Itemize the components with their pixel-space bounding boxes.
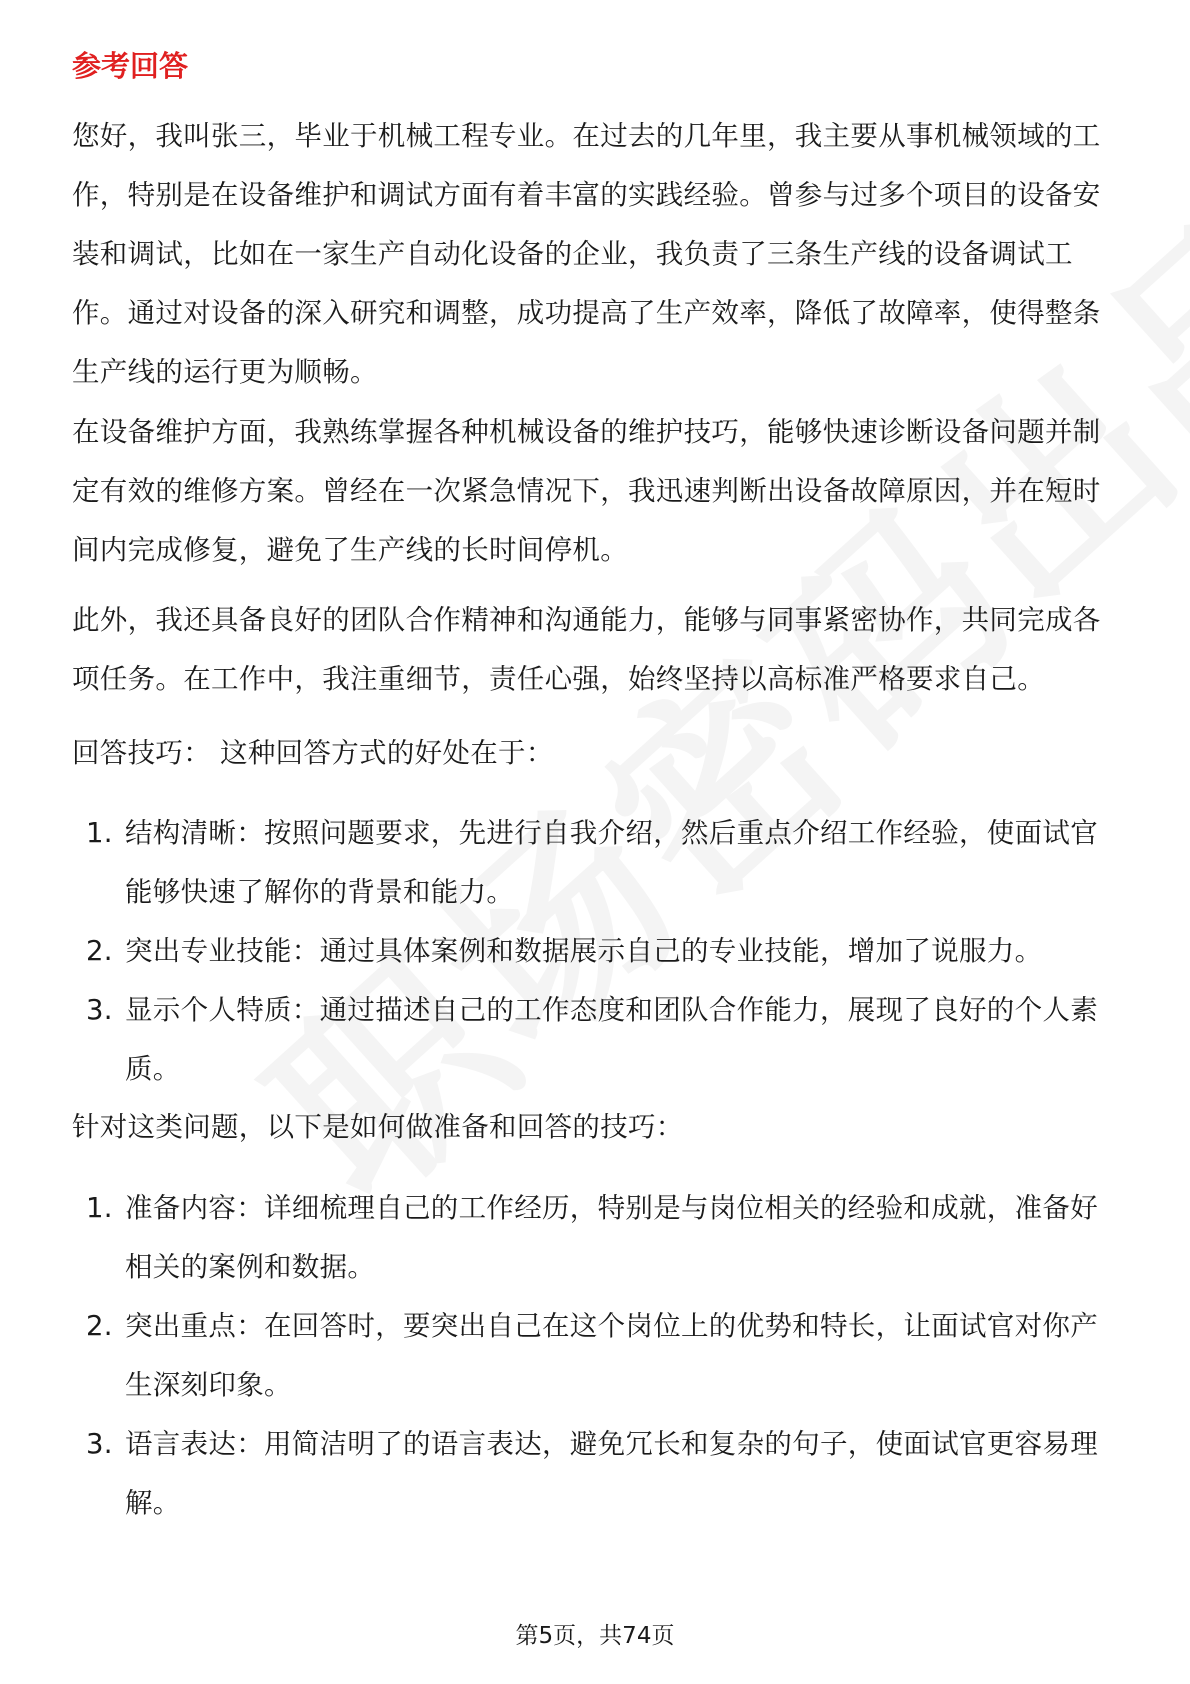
list-item-number: 3. (86, 1428, 113, 1460)
list-item (72, 1297, 1118, 1415)
answer-paragraph-2: 在设备维护方面，我熟练掌握各种机械设备的维护技巧，能够快速诊断设备问题并制定有效的维修方案。曾经在一次紧急情况下，我迅速判断出设备故障原因，并在短时间内完成修复，避免了生产线的长时间停机。 (72, 416, 1101, 566)
list-item-text: 突出专业技能：通过具体案例和数据展示自己的专业技能，增加了说服力。 (125, 935, 1043, 967)
tips-intro: 回答技巧： 这种回答方式的好处在于： (72, 737, 554, 769)
list-item (72, 1415, 1118, 1533)
list-item-text: 准备内容：详细梳理自己的工作经历，特别是与岗位相关的经验和成就，准备好相关的案例和数据。 (125, 1192, 1098, 1283)
list-item (72, 804, 1118, 922)
tips-list (72, 804, 1118, 1099)
list-item-number: 1. (86, 817, 113, 849)
list-item (72, 981, 1118, 1099)
list-item-text: 突出重点：在回答时，要突出自己在这个岗位上的优势和特长，让面试官对你产生深刻印象。 (125, 1310, 1098, 1401)
list-item-text: 结构清晰：按照问题要求，先进行自我介绍，然后重点介绍工作经验，使面试官能够快速了解你的背景和能力。 (125, 817, 1098, 908)
answer-paragraph-3: 此外，我还具备良好的团队合作精神和沟通能力，能够与同事紧密协作，共同完成各项任务。在工作中，我注重细节，责任心强，始终坚持以高标准严格要求自己。 (72, 604, 1101, 695)
page-footer: 第5页，共74页 (515, 1623, 675, 1649)
answer-paragraph-1: 您好，我叫张三，毕业于机械工程专业。在过去的几年里，我主要从事机械领域的工作，特别是在设备维护和调试方面有着丰富的实践经验。曾参与过多个项目的设备安装和调试，比如在一家生产自动化设备的企业，我负责了三条生产线的设备调试工作。通过对设备的深入研究和调整，成功提高了生产效率，降低了故障率，使得整条生产线的运行更为顺畅。 (72, 120, 1101, 388)
list-item-number: 2. (86, 935, 113, 967)
list-item (72, 1179, 1118, 1297)
prep-list (72, 1179, 1118, 1533)
list-item-number: 2. (86, 1310, 113, 1342)
list-item-text: 语言表达：用简洁明了的语言表达，避免冗长和复杂的句子，使面试官更容易理解。 (125, 1428, 1098, 1519)
list-item (72, 922, 1118, 981)
list-item-number: 3. (86, 994, 113, 1026)
list-item-number: 1. (86, 1192, 113, 1224)
list-item-text: 显示个人特质：通过描述自己的工作态度和团队合作能力，展现了良好的个人素质。 (125, 994, 1098, 1085)
prep-intro: 针对这类问题，以下是如何做准备和回答的技巧： (72, 1111, 684, 1143)
section-heading: 参考回答 (72, 49, 189, 83)
